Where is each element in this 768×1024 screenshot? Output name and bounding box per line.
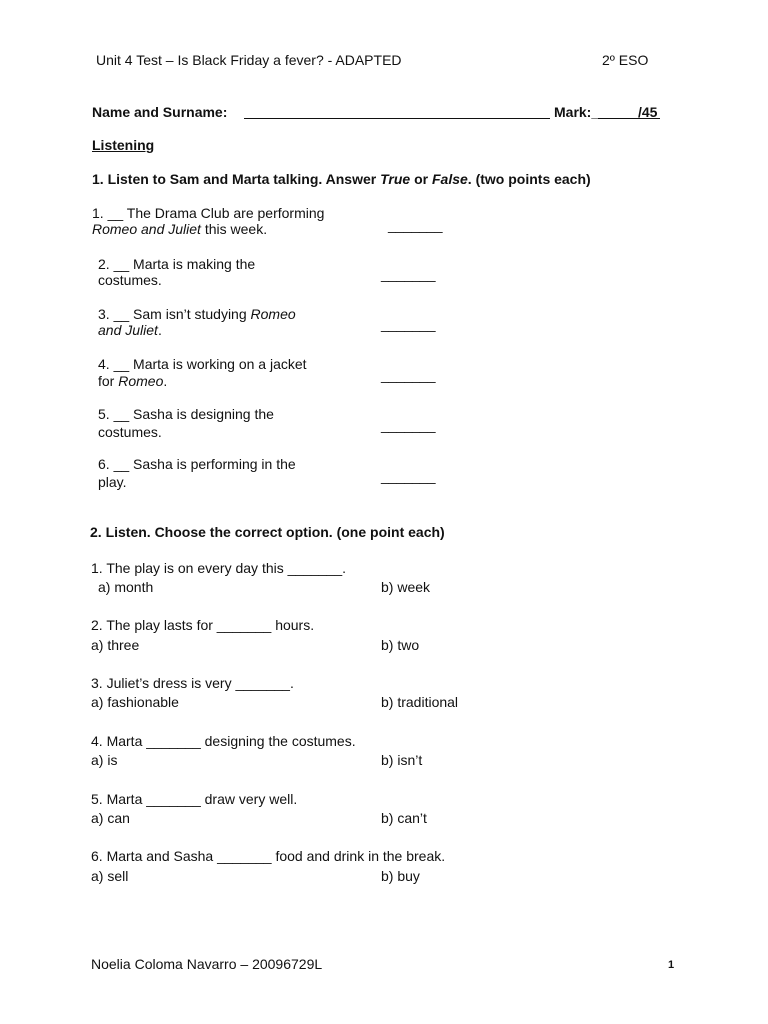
- question-text: 3. Juliet’s dress is very _______.: [91, 675, 294, 691]
- option-b[interactable]: b) traditional: [381, 694, 459, 710]
- option-b[interactable]: b) isn’t: [381, 752, 423, 768]
- option-a[interactable]: a) is: [91, 752, 118, 768]
- answer-blank[interactable]: _______: [381, 367, 436, 383]
- test-title: Unit 4 Test – Is Black Friday a fever? - ADAPTED: [96, 52, 402, 68]
- answer-blank[interactable]: _______: [388, 217, 443, 233]
- exercise-2-instruction: 2. Listen. Choose the correct option. (one point each): [90, 524, 445, 540]
- option-b[interactable]: b) can’t: [381, 810, 427, 826]
- option-b[interactable]: b) week: [381, 579, 431, 595]
- question-text: 2. The play lasts for _______ hours.: [91, 617, 315, 633]
- option-a[interactable]: a) sell: [91, 868, 129, 884]
- answer-blank[interactable]: _______: [381, 266, 436, 282]
- mark-total: /45: [638, 104, 658, 120]
- answer-blank[interactable]: _______: [381, 417, 436, 433]
- mark-label: Mark:___: [554, 104, 615, 120]
- question-text: 5. Marta _______ draw very well.: [91, 791, 298, 807]
- option-b[interactable]: b) two: [381, 637, 420, 653]
- question-text: 4. Marta _______ designing the costumes.: [91, 733, 356, 749]
- mark-line: [598, 118, 660, 119]
- name-surname-label: Name and Surname:: [92, 104, 228, 120]
- page-number: 1: [668, 959, 675, 971]
- section-heading-listening: Listening: [92, 137, 155, 153]
- option-a[interactable]: a) month: [98, 579, 154, 595]
- exercise-1-instruction: 1. Listen to Sam and Marta talking. Answer True or False. (two points each): [92, 171, 591, 187]
- option-a[interactable]: a) can: [91, 810, 130, 826]
- question-text: 1. The play is on every day this _______.: [91, 560, 347, 576]
- name-line: [244, 118, 550, 119]
- answer-blank[interactable]: _______: [381, 468, 436, 484]
- option-b[interactable]: b) buy: [381, 868, 420, 884]
- course-level: 2º ESO: [602, 52, 649, 68]
- option-a[interactable]: a) fashionable: [91, 694, 179, 710]
- option-a[interactable]: a) three: [91, 637, 140, 653]
- question-text: 6. Marta and Sasha _______ food and drink in the break.: [91, 848, 446, 864]
- answer-blank[interactable]: _______: [381, 316, 436, 332]
- footer-author: Noelia Coloma Navarro – 20096729L: [91, 956, 323, 972]
